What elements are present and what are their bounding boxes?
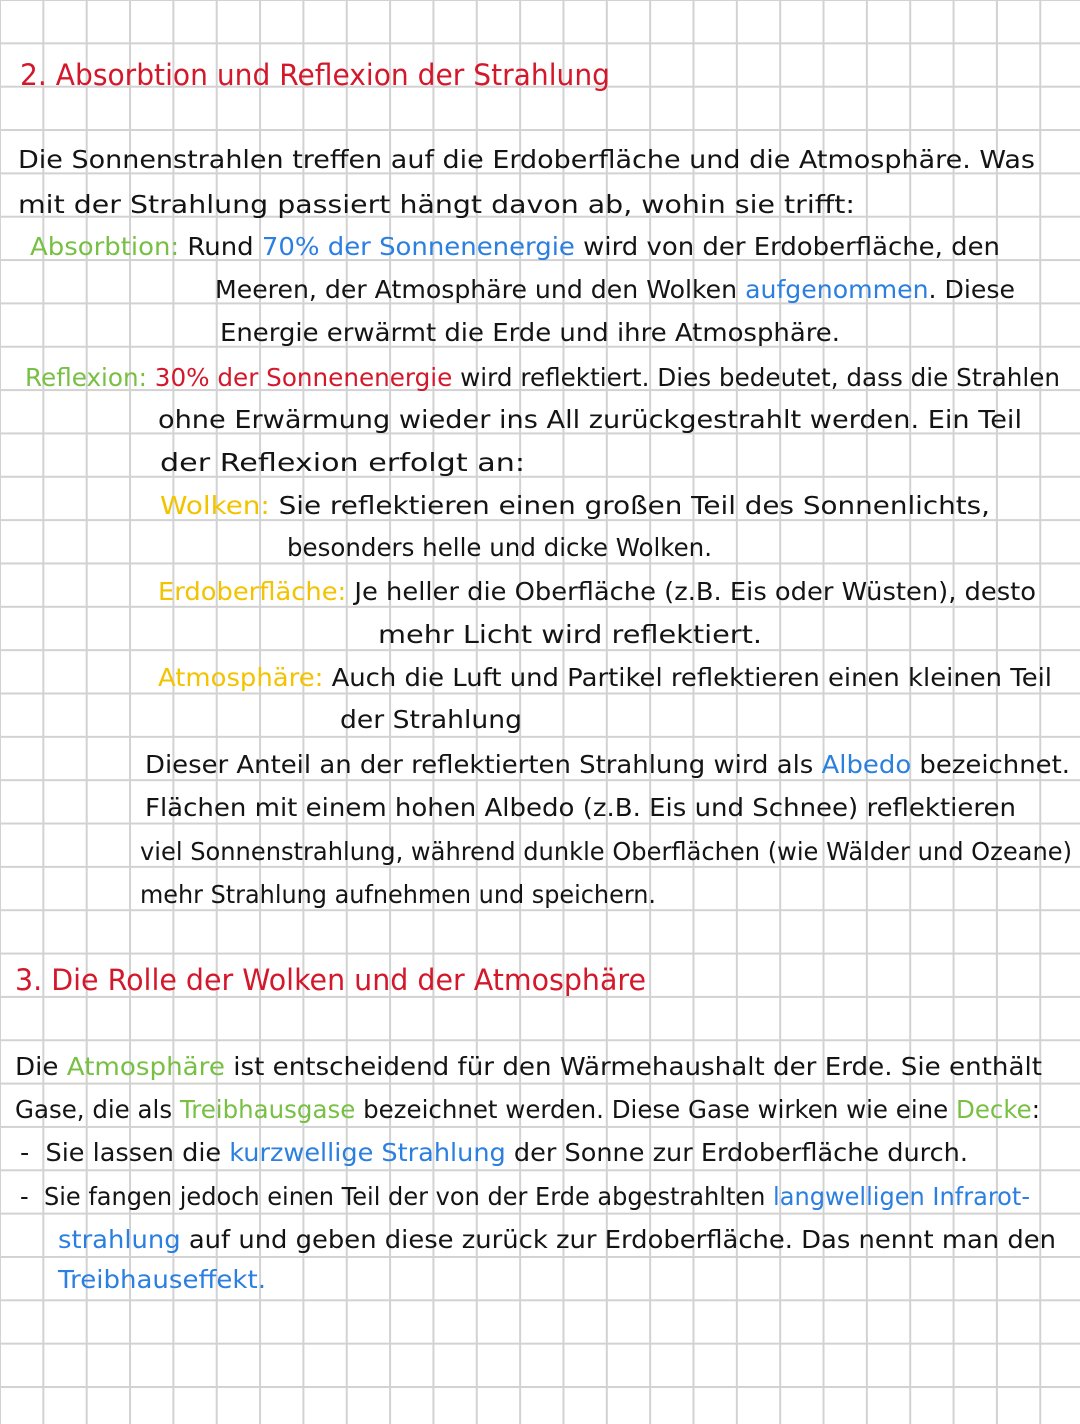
text-line-albedo-1 bbox=[145, 748, 1070, 782]
text-segment: : bbox=[1031, 1095, 1040, 1124]
text-segment: auf und geben diese zurück zur Erdoberfläche. Das nennt man den bbox=[180, 1225, 1057, 1254]
text-segment: - Sie lassen die bbox=[20, 1138, 230, 1167]
text-segment: - Sie fangen jedoch einen Teil der von der Erde abgestrahlten bbox=[20, 1182, 774, 1211]
text-segment: Dieser Anteil an der reflektierten Strahlung wird als bbox=[145, 750, 822, 779]
highlighted-term: Albedo bbox=[821, 750, 912, 779]
text-segment: Energie erwärmt die Erde und ihre Atmosphäre. bbox=[220, 318, 840, 347]
text-segment: Meeren, der Atmosphäre und den Wolken bbox=[215, 275, 746, 304]
text-segment: Die bbox=[15, 1052, 67, 1081]
highlighted-term: Atmosphäre: bbox=[158, 663, 332, 692]
text-line-albedo-2 bbox=[145, 791, 1016, 825]
text-segment: viel Sonnenstrahlung, während dunkle Oberflächen (wie Wälder und Ozeane) bbox=[140, 837, 1072, 866]
text-segment: bezeichnet werden. Diese Gase wirken wie eine bbox=[355, 1095, 957, 1124]
text-segment: Rund bbox=[187, 232, 262, 261]
text-line-rolle-1 bbox=[15, 1050, 1042, 1084]
highlighted-term: Absorbtion: bbox=[30, 232, 188, 261]
text-segment: Je heller die Oberfläche (z.B. Eis oder Wüsten), desto bbox=[354, 577, 1036, 606]
text-line-reflexion-2 bbox=[158, 403, 1022, 437]
highlighted-term: aufgenommen bbox=[745, 275, 929, 304]
text-line-erdoberflaeche-1 bbox=[158, 575, 1036, 609]
highlighted-term: strahlung bbox=[58, 1225, 181, 1254]
text-segment: Gase, die als bbox=[15, 1095, 180, 1124]
text-segment: der Strahlung bbox=[340, 705, 522, 734]
text-line-absorption-1 bbox=[30, 230, 1000, 264]
text-line-albedo-4 bbox=[140, 878, 656, 912]
text-line-wolken-2 bbox=[287, 531, 712, 565]
heading-section-2 bbox=[20, 58, 610, 92]
text-line-albedo-3 bbox=[140, 835, 1072, 869]
text-segment: mehr Licht wird reflektiert. bbox=[378, 620, 762, 649]
text-line-erdoberflaeche-2 bbox=[378, 618, 762, 652]
highlighted-term: 2. Absorbtion und Reflexion der Strahlung bbox=[20, 58, 610, 92]
text-segment: besonders helle und dicke Wolken. bbox=[287, 533, 712, 562]
text-line-intro-2 bbox=[18, 188, 855, 222]
text-line-bullet-1 bbox=[20, 1136, 968, 1170]
text-segment: wird von der Erdoberfläche, den bbox=[574, 232, 1000, 261]
text-line-bullet-2 bbox=[20, 1180, 1030, 1214]
text-segment: Auch die Luft und Partikel reflektieren einen kleinen Teil bbox=[331, 663, 1052, 692]
text-line-atmosphaere-2 bbox=[340, 703, 522, 737]
text-segment: der Sonne zur Erdoberfläche durch. bbox=[505, 1138, 968, 1167]
text-line-absorption-2 bbox=[215, 273, 1015, 307]
text-segment: bezeichnet. bbox=[911, 750, 1070, 779]
text-line-bullet-2c bbox=[58, 1263, 266, 1297]
highlighted-term: Decke bbox=[956, 1095, 1032, 1124]
highlighted-term: 30% der Sonnenenergie bbox=[154, 363, 453, 392]
text-line-bullet-2b bbox=[58, 1223, 1056, 1257]
text-line-atmosphaere-1 bbox=[158, 661, 1052, 695]
text-line-absorption-3 bbox=[220, 316, 840, 350]
highlighted-term: 3. Die Rolle der Wolken und der Atmosphäre bbox=[15, 963, 646, 997]
highlighted-term: Wolken: bbox=[160, 491, 279, 520]
highlighted-term: 70% der Sonnenenergie bbox=[261, 232, 575, 261]
highlighted-term: Atmosphäre bbox=[66, 1052, 225, 1081]
text-line-rolle-2 bbox=[15, 1093, 1040, 1127]
highlighted-term: Treibhauseffekt. bbox=[58, 1265, 266, 1294]
text-line-wolken-1 bbox=[160, 489, 990, 523]
text-segment: der Reflexion erfolgt an: bbox=[160, 448, 525, 477]
text-line-reflexion-3 bbox=[160, 446, 525, 480]
text-segment: Sie reflektieren einen großen Teil des Sonnenlichts, bbox=[278, 491, 990, 520]
text-segment: mehr Strahlung aufnehmen und speichern. bbox=[140, 880, 656, 909]
highlighted-term: Erdoberfläche: bbox=[158, 577, 355, 606]
text-segment: ist entscheidend für den Wärmehaushalt der Erde. Sie enthält bbox=[224, 1052, 1042, 1081]
text-segment: Die Sonnenstrahlen treffen auf die Erdoberfläche und die Atmosphäre. Was bbox=[18, 145, 1035, 174]
highlighted-term: kurzwellige Strahlung bbox=[229, 1138, 506, 1167]
text-segment: wird reflektiert. Dies bedeutet, dass die Strahlen bbox=[452, 363, 1060, 392]
text-segment: mit der Strahlung passiert hängt davon ab, wohin sie trifft: bbox=[18, 190, 855, 219]
text-line-intro-1 bbox=[18, 143, 1035, 177]
text-segment: ohne Erwärmung wieder ins All zurückgestrahlt werden. Ein Teil bbox=[158, 405, 1022, 434]
highlighted-term: Reflexion: bbox=[25, 363, 155, 392]
text-segment: Flächen mit einem hohen Albedo (z.B. Eis und Schnee) reflektieren bbox=[145, 793, 1016, 822]
highlighted-term: Treibhausgase bbox=[179, 1095, 356, 1124]
text-segment: . Diese bbox=[928, 275, 1015, 304]
text-line-reflexion-1 bbox=[25, 361, 1060, 395]
highlighted-term: langwelligen Infrarot- bbox=[773, 1182, 1030, 1211]
heading-section-3 bbox=[15, 963, 646, 997]
